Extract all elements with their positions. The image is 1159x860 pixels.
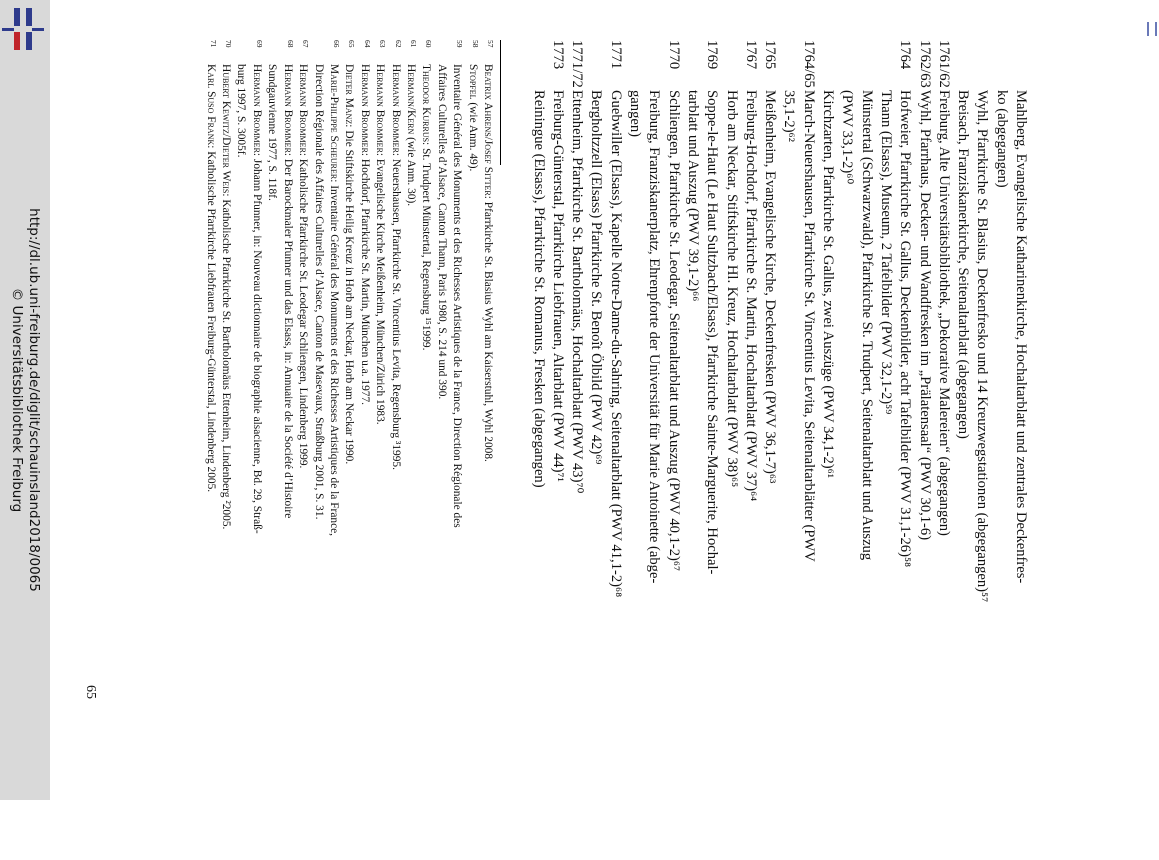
footnote-number: [236, 40, 251, 64]
footnote-line: [433, 40, 448, 860]
footnote-number: [436, 40, 451, 64]
footnote-author: Karl Suso Frank:: [204, 64, 217, 149]
chronology-line: [934, 40, 953, 700]
footnote-text: Stopfel (wie Anm. 49).: [466, 64, 479, 172]
footnote-number: 66: [331, 40, 341, 48]
chronology-line: [741, 40, 760, 700]
footnote-line: [218, 40, 233, 860]
entry-text: (PWV 33,1-2)⁶⁰: [839, 90, 856, 185]
footnote-line: [295, 40, 310, 860]
entry-text: Soppe-le-Haut (Le Haut Sultzbach/Elsass), Pfarrkirche Sainte-Marguerite, Hochal-: [704, 90, 721, 575]
footnote-text: Hubert Kewitz/Dieter Weis: Katholische Pfarrkirche St. Bartholomäus Ettenheim, Lindenberg ²2005.: [220, 64, 233, 530]
footnote-number: 65: [347, 40, 357, 48]
footnote-text: Hermann Brommer: Hochdorf, Pfarrkirche St. Martin, München u.a. 1977.: [358, 64, 371, 406]
chronology-line: [528, 40, 547, 700]
footnote-number: 64: [362, 40, 372, 48]
entry-text: Reiningue (Elsass), Pfarrkirche St. Romanus, Fresken (abgegangen): [530, 90, 547, 488]
footnote-text: Hermann Brommer: Johann Pfunner, in: Nouveau dictionnaire de biographie alsacienne, Bd. 29, Straß-: [250, 64, 263, 534]
footnote-author: Stopfel: [466, 64, 479, 100]
entry-year: 1770: [665, 40, 682, 70]
footnote-text: Inventaire Général des Monuments et des Richesses Artistiques de la France, Direction Régionale des: [451, 64, 464, 528]
entry-text: Bergholtzzell (Elsass) Pfarrkirche St. Benoît Ölbild (PWV 42)⁶⁹: [588, 90, 605, 465]
entry-year: [856, 40, 875, 90]
entry-year: 1764/65: [800, 40, 817, 88]
entry-text: 35,1-2)⁶²: [781, 90, 798, 143]
footnote-number: 67: [301, 40, 311, 48]
footnote-number: 63: [378, 40, 388, 48]
footnote-line: [372, 40, 387, 860]
footnote-author: Hermann Brommer:: [250, 64, 263, 157]
chronology-list: [528, 40, 1030, 700]
footnote-line: [249, 40, 264, 860]
page-number: 65: [83, 685, 98, 699]
chronology-line: [586, 40, 605, 700]
copyright-credit: © Universitätsbibliothek Freiburg: [9, 287, 25, 513]
entry-year: [953, 40, 972, 90]
footnote-line: [202, 40, 217, 860]
footnote-text: Hermann Brommer: Katholische Pfarrkirche St. Leodegar Schliengen, Lindenberg 1999.: [297, 64, 310, 469]
chronology-line: [798, 40, 817, 700]
chronology-line: [663, 40, 682, 700]
footnote-text: Hermann Brommer: Neuershausen, Pfarrkirche St. Vincentius Levita, Regensburg ³1995.: [389, 64, 402, 470]
chronology-line: [548, 40, 567, 700]
footnote-number: 70: [224, 40, 234, 48]
footnote-text: Hermann Brommer: Der Barockmaler Pfunner und das Elsass, in: Annuaire de la Société d’Histoire: [281, 64, 294, 519]
chronology-line: [683, 40, 702, 700]
footnote-line: [341, 40, 356, 860]
footnote-author: Dieter Manz:: [343, 64, 356, 128]
footnote-line: [418, 40, 433, 860]
footnote-number: 61: [408, 40, 418, 48]
chronology-line: [779, 40, 798, 700]
entry-year: [625, 40, 644, 90]
footnote-author: Hermann/Kern: [404, 64, 417, 135]
source-url[interactable]: http://dl.ub.uni-freiburg.de/diglit/schauinsland2018/0065: [26, 208, 42, 592]
footnote-number: 69: [254, 40, 264, 48]
entry-year: [818, 40, 837, 90]
footnote-author: Marie-Philippe Scheurer:: [327, 64, 340, 183]
chronology-line: [837, 40, 856, 700]
entry-year: [972, 40, 991, 90]
footnote-line: [264, 40, 279, 860]
footnote-author: Beatrix Ahrens/Josef Sitter:: [482, 64, 494, 199]
source-url-credit: [8, 208, 42, 592]
footnote-line: [464, 40, 479, 860]
chronology-line: [972, 40, 991, 700]
entry-year: 1771: [607, 40, 624, 70]
entry-year: 1771/72: [569, 40, 586, 88]
footnotes: [202, 40, 495, 860]
footnote-line: [326, 40, 341, 860]
entry-year: [683, 40, 702, 90]
footnote-text: Hermann Brommer: Evangelische Kirche Meißenheim, München/Zürich 1983.: [374, 64, 387, 425]
entry-year: [586, 40, 605, 90]
entry-year: 1773: [549, 40, 566, 70]
edge-marker-icon: [1147, 22, 1157, 36]
footnote-author: Hermann Brommer:: [281, 64, 294, 157]
entry-text: Freiburg-Hochdorf, Pfarrkirche St. Martin, Hochaltarblatt (PWV 37)⁶⁴: [742, 90, 759, 502]
footnote-number: [267, 40, 282, 64]
entry-text: Ettenheim, Pfarrkirche St. Bartholomäus, Hochaltarblatt (PWV 43)⁷⁰: [569, 90, 586, 494]
entry-year: [721, 40, 740, 90]
footnote-text: burg 1997, S. 3005f.: [235, 64, 248, 158]
chronology-line: [702, 40, 721, 700]
footnote-text: Theodor Kurrus: St. Trudpert Münstertal, Regensburg ¹⁵1999.: [420, 64, 433, 351]
footnote-number: [313, 40, 328, 64]
footnote-line: [449, 40, 464, 860]
chronology-line: [856, 40, 875, 700]
entry-year: [1011, 40, 1030, 90]
entry-text: Kirchzarten, Pfarrkirche St. Gallus, zwei Auszüge (PWV 34,1-2)⁶¹: [820, 90, 837, 479]
entry-year: [779, 40, 798, 90]
footnote-text: Marie-Philippe Scheurer: Inventaire Général des Monuments et des Richesses Artistiques de la France,: [327, 64, 340, 537]
footnote-author: Theodor Kurrus:: [420, 64, 433, 146]
entry-text: Freiburg, Alte Universitätsbibliothek, „Dekorative Malereien“ (abgegangen): [935, 90, 952, 536]
footnote-number: 57: [486, 40, 495, 48]
footnote-number: 68: [285, 40, 295, 48]
chronology-line: [991, 40, 1010, 700]
chronology-line: [721, 40, 740, 700]
chronology-line: [914, 40, 933, 700]
entry-text: Münstertal (Schwarzwald), Pfarrkirche St. Trudpert, Seitenaltarblatt und Auszug: [858, 90, 875, 561]
entry-year: 1769: [704, 40, 721, 70]
entry-text: Freiburg, Franziskanerplatz, Ehrenpforte der Universität für Marie Antoinette (abge-: [646, 90, 663, 584]
entry-text: Freiburg-Günterstal, Pfarrkirche Liebfrauen, Altarblatt (PWV 44)⁷¹: [549, 90, 566, 482]
footnote-number: 58: [470, 40, 480, 48]
chronology-line: [895, 40, 914, 700]
entry-text: Mahlberg, Evangelische Katharinenkirche, Hochaltarblatt und zentrales Deckenfres-: [1013, 90, 1029, 584]
chronology-line: [1011, 40, 1030, 700]
chronology-line: [644, 40, 663, 700]
entry-text: gangen): [627, 90, 644, 138]
entry-text: ko (abgegangen): [993, 90, 1010, 188]
entry-year: [644, 40, 663, 90]
entry-year: 1761/62: [935, 40, 952, 88]
entry-year: 1764: [897, 40, 914, 70]
footnote-line: [480, 40, 495, 860]
footnote-text: Dieter Manz: Die Stiftskirche Heilig Kreuz in Horb am Neckar, Horb am Neckar 1990.: [343, 64, 356, 465]
footnote-text: Affaires Culturelles d’Alsace, Canton Thann, Paris 1980, S. 214 und 390.: [435, 64, 448, 400]
footnote-author: Hermann Brommer:: [297, 64, 310, 157]
chronology-line: [953, 40, 972, 700]
entry-year: 1765: [762, 40, 779, 70]
footnote-line: [403, 40, 418, 860]
footnote-number: 71: [208, 40, 218, 48]
footnote-line: [387, 40, 402, 860]
footnote-author: Hubert Kewitz/Dieter Weis:: [220, 64, 233, 197]
entry-text: Horb am Neckar, Stiftskirche Hl. Kreuz, Hochaltarblatt (PWV 38)⁶⁵: [723, 90, 740, 488]
footnote-text: Karl Suso Frank: Katholische Pfarrkirche Liebfrauen Freiburg-Günterstal, Lindenberg 2005.: [204, 64, 217, 493]
chronology-line: [567, 40, 586, 700]
chronology-line: [605, 40, 624, 700]
entry-text: Wyhl, Pfarrhaus, Decken- und Wandfresken im „Prälatensaal“ (PWV 30,1-6): [916, 90, 933, 541]
chronology-line: [760, 40, 779, 700]
footnote-author: Hermann Brommer:: [374, 64, 387, 157]
chronology-line: [625, 40, 644, 700]
footnote-separator: [500, 40, 501, 165]
entry-text: Breisach, Franziskanerkirche, Seitenaltarblatt (abgegangen): [955, 90, 972, 439]
entry-year: [528, 40, 547, 90]
footnote-text: Hermann/Kern (wie Anm. 30).: [404, 64, 417, 207]
entry-text: Schliengen, Pfarrkirche St. Leodegar, Seitenaltarblatt und Auszug (PWV 40,1-2)⁶⁷: [665, 90, 682, 572]
footnote-number: 60: [424, 40, 434, 48]
footnote-text: Sundgauvienne 1977, S. 118f.: [266, 64, 279, 201]
entry-year: [837, 40, 856, 90]
entry-text: Guebwiller (Elsass), Kapelle Notre-Dame-du-Sahring, Seitenaltarblatt (PWV 41,1-2)⁶⁸: [607, 90, 624, 598]
footnote-author: Hermann Brommer:: [358, 64, 371, 157]
footnote-number: 59: [455, 40, 465, 48]
entry-text: Hofweier, Pfarrkirche St. Gallus, Deckenbilder, acht Tafelbilder (PWV 31,1-26)⁵⁸: [897, 90, 914, 568]
footnote-text: Direction Régionale des Affaires Culturelles d’Alsace, Canton de Masevaux, Straßburg 2001, S. 31.: [312, 64, 325, 520]
footnote-text: Beatrix Ahrens/Josef Sitter: Pfarrkirche St. Blasius Wyhl am Kaiserstuhl, Wyhl 2008.: [482, 64, 494, 462]
entry-text: Wyhl, Pfarrkirche St. Blasius, Deckenfresko und 14 Kreuzwegstationen (abgegangen)⁵⁷: [974, 90, 991, 603]
footnote-number: 62: [393, 40, 403, 48]
entry-year: [991, 40, 1010, 90]
entry-text: tarblatt und Auszug (PWV 39,1-2)⁶⁶: [684, 90, 701, 302]
entry-year: [876, 40, 895, 90]
footnote-author: Hermann Brommer:: [389, 64, 402, 157]
rotated-page-content: [40, 40, 1030, 760]
entry-text: March-Neuershausen, Pfarrkirche St. Vincentius Levita, Seitenaltarblätter (PWV: [800, 90, 817, 562]
footnote-line: [279, 40, 294, 860]
chronology-line: [876, 40, 895, 700]
entry-year: 1762/63: [916, 40, 933, 88]
entry-text: Meißenheim, Evangelische Kirche, Deckenfresken (PWV 36,1-7)⁶³: [762, 90, 779, 484]
chronology-line: [818, 40, 837, 700]
entry-year: 1767: [742, 40, 759, 70]
footnote-line: [356, 40, 371, 860]
footnote-line: [233, 40, 248, 860]
entry-text: Thann (Elsass), Museum, 2 Tafelbilder (PWV 32,1-2)⁵⁹: [877, 90, 894, 415]
footnote-line: [310, 40, 325, 860]
